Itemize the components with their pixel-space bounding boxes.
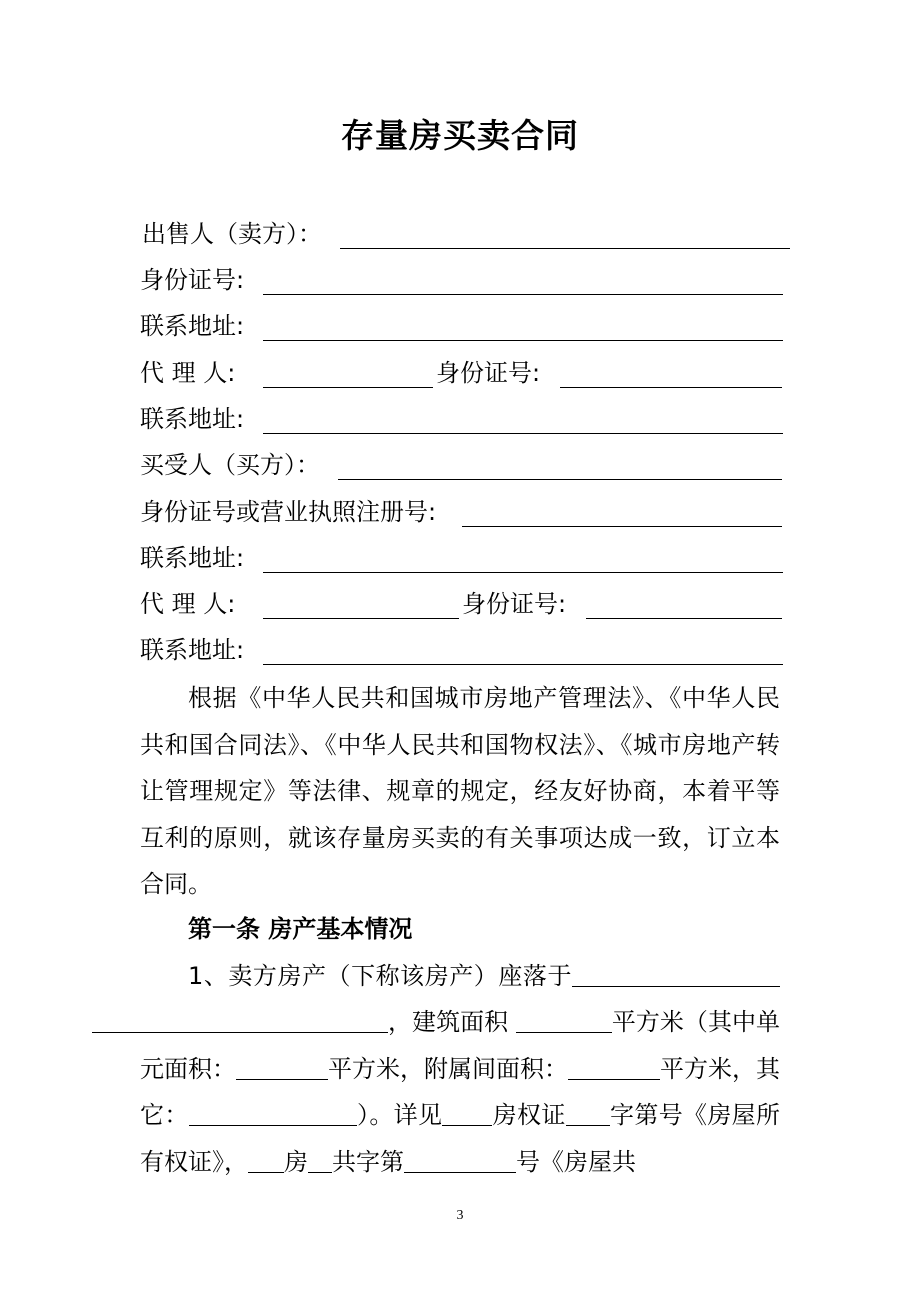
property-location-field[interactable] (572, 958, 780, 987)
seller-name-field[interactable] (340, 248, 790, 249)
article-1-body (140, 953, 780, 1186)
cert-char-field[interactable] (566, 1097, 610, 1126)
buyer-id-row (140, 494, 790, 530)
property-location-field-2[interactable] (92, 1004, 388, 1033)
article-1-text-6: ）。详见 (356, 1101, 443, 1129)
seller-agent-id-label: 身份证号: (436, 359, 541, 387)
buyer-agent-id-field[interactable] (586, 618, 782, 619)
buyer-row (140, 447, 790, 483)
seller-id-label: 身份证号: (140, 266, 245, 294)
seller-address-field[interactable] (263, 340, 783, 341)
seller-id-field[interactable] (263, 294, 783, 295)
unit-area-field[interactable] (236, 1051, 328, 1080)
buyer-label: 买受人（买方）： (140, 451, 320, 479)
buyer-name-field[interactable] (338, 479, 782, 480)
article-1-text-9: 号《房屋所有权证》， (140, 1101, 781, 1176)
article-1-text-10: 房 (284, 1147, 308, 1176)
co-cert-char-field[interactable] (308, 1144, 332, 1173)
preamble-text: 根据《中华人民共和国城市房地产管理法》、《中华人民共和国合同法》、《中华人民共和国物权法》、《城市房地产转让管理规定》等法律、规章的规定，经友好协商，本着平等互利的原则，就该存量房买卖的有关事项达成一致，订立本合同。 (140, 684, 780, 898)
co-cert-prefix-field[interactable] (248, 1144, 284, 1173)
article-1-text-12: 号《房屋共 (516, 1147, 636, 1176)
seller-agent-address-field[interactable] (263, 433, 783, 434)
page-number: 3 (456, 1208, 464, 1223)
article-1-heading: 第一条 房产基本情况 (188, 915, 413, 943)
seller-address-label: 联系地址: (140, 312, 245, 340)
buyer-agent-address-field[interactable] (263, 664, 783, 665)
seller-agent-field[interactable] (263, 387, 433, 388)
article-1-text-8: 字第 (609, 1101, 659, 1129)
article-1-text-3: 平方米（其中单元面积： (140, 1008, 780, 1083)
seller-agent-label: 代 理 人: (140, 359, 236, 387)
co-cert-number-field[interactable] (404, 1144, 516, 1173)
buyer-agent-field[interactable] (263, 618, 459, 619)
buyer-agent-row (140, 586, 790, 622)
article-1-text-7: 房权证 (492, 1101, 566, 1129)
buyer-id-label: 身份证号或营业执照注册号: (140, 498, 437, 526)
article-1-text-11: 共字第 (332, 1147, 404, 1176)
article-1-text-2: ，建筑面积 (388, 1008, 509, 1036)
article-1-text-5: 平方米，其它： (140, 1054, 780, 1129)
seller-agent-address-label: 联系地址: (140, 405, 245, 433)
other-area-field[interactable] (189, 1097, 357, 1126)
building-area-field[interactable] (516, 1004, 612, 1033)
buyer-agent-label: 代 理 人: (140, 590, 236, 618)
article-1-section (140, 906, 780, 1185)
cert-prefix-field[interactable] (442, 1097, 492, 1126)
preamble-section (140, 675, 780, 908)
document-title: 存量房买卖合同 (341, 116, 579, 155)
auxiliary-area-field[interactable] (568, 1051, 660, 1080)
seller-id-row (140, 262, 790, 298)
buyer-agent-id-label: 身份证号: (462, 590, 567, 618)
seller-row (140, 216, 790, 252)
buyer-id-field[interactable] (462, 526, 782, 527)
article-1-text-1: 1、卖方房产（下称该房产）座落于 (188, 961, 572, 990)
article-1-text-4: 平方米，附属间面积： (328, 1054, 568, 1083)
buyer-agent-address-row (140, 632, 790, 668)
buyer-address-row (140, 540, 790, 576)
seller-address-row (140, 308, 790, 344)
seller-agent-id-field[interactable] (560, 387, 782, 388)
buyer-address-field[interactable] (263, 572, 783, 573)
seller-label: 出售人（卖方）： (142, 220, 322, 248)
seller-agent-row (140, 355, 790, 391)
buyer-agent-address-label: 联系地址: (140, 636, 245, 664)
seller-agent-address-row (140, 401, 790, 437)
buyer-address-label: 联系地址: (140, 544, 245, 572)
